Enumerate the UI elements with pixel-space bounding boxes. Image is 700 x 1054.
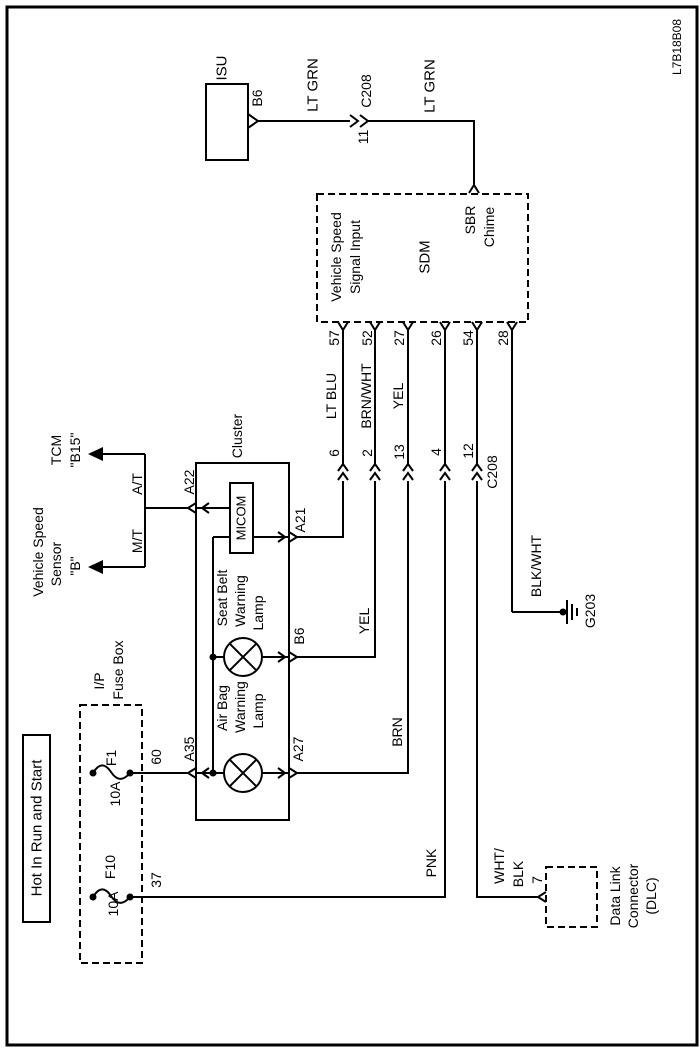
- sdm-pin-54-fork: [472, 322, 482, 330]
- c208-top-fork: [360, 115, 368, 127]
- fuse-f10-rating: 10A: [105, 891, 121, 917]
- fuse-box-label-1: I/P: [91, 672, 107, 690]
- fuse-f10-pin: 37: [148, 872, 164, 888]
- cluster-label: Cluster: [229, 413, 245, 459]
- air-bag-lamp-label-3: Lamp: [250, 693, 266, 729]
- hot-in-run-label: Hot In Run and Start: [28, 759, 46, 897]
- fuse-box: [80, 705, 142, 963]
- sdm-pin-28-fork: [507, 322, 517, 330]
- c208-row-pin-13: 13: [391, 444, 407, 460]
- cluster-pin-a27: A27: [290, 736, 306, 762]
- fuse-f1-name: F1: [103, 749, 119, 767]
- c208-row-pin-12: 12: [460, 443, 476, 459]
- sdm-sbr-label-1: SBR: [462, 205, 478, 235]
- vss-offpage-arrow-icon: [88, 560, 103, 574]
- diagram-border: [7, 7, 697, 1045]
- speed-signal-sources: [30, 433, 188, 597]
- cluster-pin-a27-fork: [289, 768, 297, 778]
- cluster-pin-a21-fork: [289, 532, 297, 542]
- ground-junction-dot: [560, 609, 567, 616]
- dlc-pin-7: 7: [529, 876, 545, 884]
- c208-row-pin-4: 4: [428, 448, 444, 456]
- sdm-input-label-2: Signal Input: [347, 220, 363, 294]
- wire-color-lt-blu: LT BLU: [323, 372, 339, 420]
- lt-grn-wire: [258, 58, 479, 193]
- dlc-label-3: (DLC): [643, 877, 659, 915]
- sdm-component: [317, 194, 528, 346]
- c208-top-name: C208: [358, 74, 374, 108]
- isu-pin-fork: [248, 114, 258, 128]
- air-bag-lamp-label-2: Warning: [232, 681, 248, 733]
- seat-belt-lamp-label-3: Lamp: [250, 595, 266, 631]
- wire-color-yel-lower: YEL: [356, 607, 372, 635]
- dlc-pin-7-fork: [538, 892, 546, 902]
- c208-row-pin-2: 2: [359, 449, 375, 457]
- wire-color-lt-grn-1: LT GRN: [304, 58, 322, 112]
- ground-icon: [567, 600, 577, 624]
- micom-label: MICOM: [233, 495, 249, 541]
- c208-row-name: C208: [484, 455, 500, 489]
- vss-label-3: "B": [67, 556, 83, 576]
- mt-label: M/T: [129, 528, 145, 554]
- cluster-pin-a35-fork: [188, 768, 196, 778]
- isu-label: ISU: [213, 55, 231, 81]
- wire-color-yel-upper: YEL: [390, 382, 406, 410]
- sdm-pin-57: 57: [326, 330, 342, 346]
- c208-row-connector: [326, 443, 500, 489]
- sdm-pin-26-fork: [440, 322, 450, 330]
- fuse-f1-rating: 10A: [107, 781, 123, 807]
- seat-belt-lamp-label-2: Warning: [232, 575, 248, 627]
- sdm-sbr-label-2: Chime: [481, 206, 497, 248]
- fuse-f1-pin: 60: [148, 749, 164, 765]
- vss-label-2: Sensor: [48, 541, 64, 587]
- diagram-id: L7B18B08: [670, 18, 684, 76]
- cluster-pin-a22-fork: [188, 503, 196, 513]
- c208-top-arrow: [350, 115, 358, 127]
- sdm-pin-27-fork: [403, 322, 413, 330]
- wire-color-blk-wht: BLK/WHT: [528, 534, 544, 598]
- tcm-label-2: "B15": [67, 432, 83, 468]
- sdm-input-label-1: Vehicle Speed: [328, 212, 344, 302]
- fuse-box-label-2: Fuse Box: [110, 640, 126, 700]
- seat-belt-lamp-label-1: Seat Belt: [214, 569, 230, 627]
- sdm-wires-lower: [130, 481, 544, 897]
- wire-color-wht-blk-1: WHT/: [491, 848, 507, 884]
- cluster-pin-a22: A22: [181, 469, 197, 495]
- wire-color-brn-wht: BRN/WHT: [358, 363, 374, 429]
- tcm-offpage-arrow-icon: [88, 447, 103, 461]
- junction-dot: [210, 770, 217, 777]
- ground-g203: [512, 594, 598, 628]
- dlc-label-2: Connector: [625, 863, 641, 929]
- isu-component: [206, 55, 265, 160]
- dlc-label-1: Data Link: [607, 866, 623, 926]
- cluster-pin-b6: B6: [291, 627, 307, 645]
- cluster-pin-b6-fork: [289, 652, 297, 662]
- air-bag-lamp-label-1: Air Bag: [214, 685, 230, 731]
- fuse-f10-name: F10: [102, 854, 118, 880]
- c208-row-pin-6: 6: [326, 449, 342, 457]
- wire-color-pnk: PNK: [423, 848, 439, 878]
- sdm-pin-27: 27: [391, 330, 407, 346]
- sdm-label: SDM: [416, 240, 434, 274]
- power-section: [23, 640, 188, 963]
- cluster-pin-a21: A21: [292, 507, 308, 533]
- sdm-pin-28: 28: [495, 330, 511, 346]
- wire-color-wht-blk-2: BLK: [510, 860, 526, 888]
- dlc-box: [546, 867, 597, 927]
- at-label: A/T: [129, 473, 145, 495]
- c208-top-pin: 11: [355, 129, 371, 145]
- wire-color-brn: BRN: [389, 717, 405, 747]
- wire-color-lt-grn-2: LT GRN: [421, 59, 439, 113]
- wire-c208-to-sdm: [368, 121, 474, 186]
- sdm-sbr-pin-fork: [469, 185, 479, 193]
- fuse-f1-icon: [93, 765, 130, 779]
- tcm-label-1: TCM: [48, 434, 64, 466]
- junction-dot: [210, 654, 217, 661]
- sdm-pin-52: 52: [359, 330, 375, 346]
- isu-pin-b6-label: B6: [249, 89, 265, 107]
- sdm-pin-54: 54: [460, 330, 476, 346]
- sdm-pin-57-fork: [338, 322, 348, 330]
- sdm-pin-52-fork: [370, 322, 380, 330]
- vss-label-1: Vehicle Speed: [30, 507, 46, 597]
- dlc-component: [529, 863, 659, 928]
- isu-box: [206, 84, 248, 160]
- sdm-pin-26: 26: [428, 330, 444, 346]
- ground-label: G203: [582, 593, 598, 629]
- cluster-pin-a35: A35: [181, 736, 197, 762]
- cluster-component: [181, 413, 308, 820]
